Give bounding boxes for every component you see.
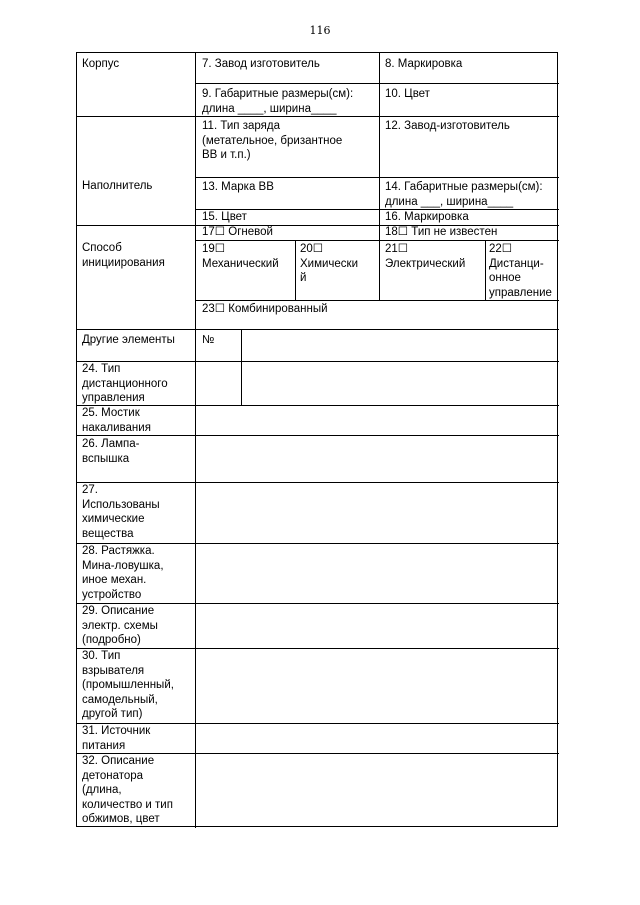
- section-sposob-label: Способ инициирования: [82, 242, 165, 269]
- field-17-fire-checkbox: 17☐ Огневой: [202, 226, 273, 238]
- row-line: [77, 329, 559, 330]
- element-24-remote-type: 24. Тип дистанционного управления: [82, 363, 168, 404]
- element-28-tripwire: 28. Растяжка. Мина-ловушка, иное механ. устройство: [82, 545, 164, 601]
- row-line: [195, 177, 559, 178]
- element-26-flash-lamp: 26. Лампа- вспышка: [82, 438, 140, 465]
- field-11-charge-type: 11. Тип заряда (метательное, бризантное ВВ и т.п.): [202, 120, 343, 161]
- field-8-marking: 8. Маркировка: [385, 58, 463, 70]
- field-7-manufacturer: 7. Завод изготовитель: [202, 58, 320, 70]
- row-line: [195, 83, 559, 84]
- field-12-manufacturer: 12. Завод-изготовитель: [385, 120, 510, 132]
- field-21-electrical-checkbox: 21☐ Электрический: [385, 243, 466, 270]
- row-line: [195, 240, 559, 241]
- field-22-remote-checkbox: 22☐ Дистанци- онное управление: [489, 243, 552, 299]
- element-27-chemicals: 27. Использованы химические вещества: [82, 484, 160, 540]
- number-column-header: №: [202, 334, 215, 346]
- element-30-fuze-type: 30. Тип взрывателя (промышленный, самодельный, другой тип): [82, 650, 174, 720]
- form-table: [76, 52, 558, 827]
- field-20-chemical-checkbox: 20☐ Химически й: [300, 243, 359, 284]
- column-line: [379, 53, 380, 240]
- field-18-unknown-checkbox: 18☐ Тип не известен: [385, 226, 498, 238]
- column-line: [241, 329, 242, 405]
- field-23-combined-checkbox: 23☐ Комбинированный: [202, 303, 328, 315]
- field-14-dimensions: 14. Габаритные размеры(см): длина ___, ширина____: [385, 181, 543, 208]
- field-16-marking: 16. Маркировка: [385, 211, 469, 223]
- column-line: [295, 240, 296, 300]
- section-korpus-label: Корпус: [82, 58, 120, 70]
- element-32-detonator: 32. Описание детонатора (длина, количество и тип обжимов, цвет: [82, 755, 173, 825]
- section-napolnitel-label: Наполнитель: [82, 180, 153, 192]
- element-31-power-source: 31. Источник питания: [82, 725, 151, 752]
- field-13-explosive-brand: 13. Марка ВВ: [202, 181, 274, 193]
- element-25-bridge-wire: 25. Мостик накаливания: [82, 407, 151, 434]
- row-line: [77, 435, 559, 436]
- field-9-dimensions: 9. Габаритные размеры(см): длина ____, ширина____: [202, 88, 354, 115]
- column-line: [195, 53, 196, 828]
- field-15-color: 15. Цвет: [202, 211, 247, 223]
- field-19-mechanical-checkbox: 19☐ Механический: [202, 243, 279, 270]
- column-line: [485, 240, 486, 300]
- page-number: 116: [309, 24, 331, 37]
- row-line: [195, 300, 559, 301]
- field-10-color: 10. Цвет: [385, 88, 430, 100]
- row-line: [77, 116, 559, 117]
- column-line: [379, 240, 380, 300]
- section-drugie-label: Другие элементы: [82, 334, 175, 346]
- element-29-circuit: 29. Описание электр. схемы (подробно): [82, 605, 158, 646]
